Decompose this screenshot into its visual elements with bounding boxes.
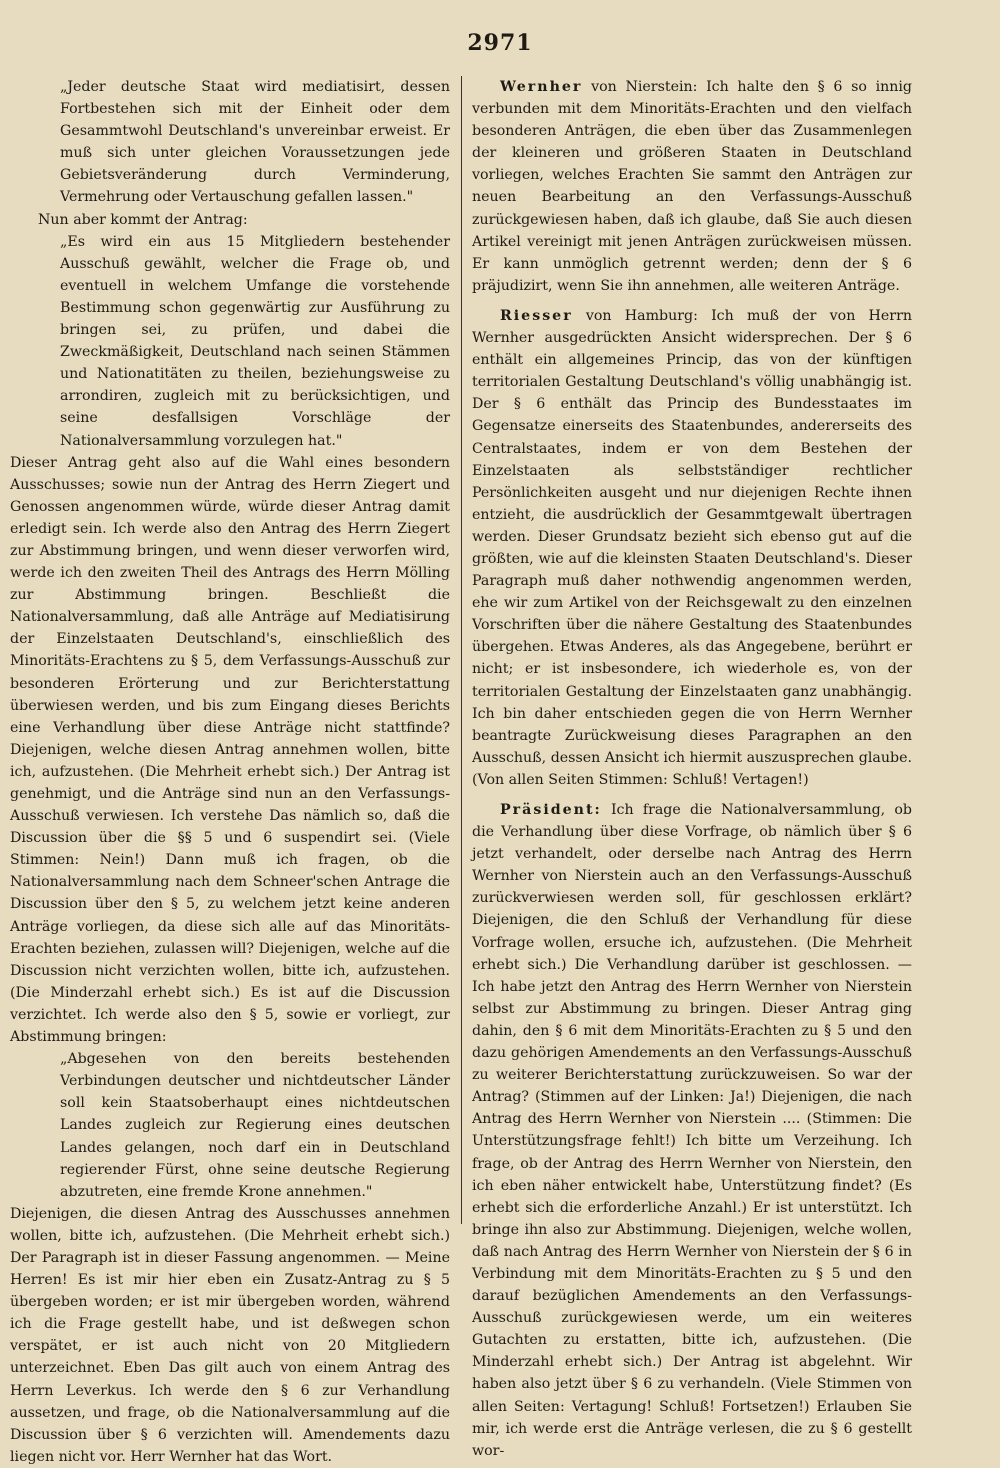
quote-paragraph-3: „Abgesehen von den bereits bestehenden Verbindungen deutscher und nichtdeutscher Länder soll kein Staatsoberhaupt eines nichtdeutschen Landes zugleich zur Regierung eines deutschen Landes gelangen, noch darf ein in Deutschland regierender Fürst, ohne seine deutsche Regierung abzutreten, eine fremde Krone annehmen." <box>60 1051 450 1200</box>
speech-wernher <box>472 76 912 297</box>
speech-text: Ich frage die Nationalversammlung, ob die Verhandlung über diese Vorfrage, ob nämlich über § 6 jetzt verhandelt, oder derselbe nach Antrag des Herrn Wernher von Nierstein auch an den Verfassungs-Ausschuß zurückverwiesen werden soll, für geschlossen erklärt? Diejenigen, die den Schluß der Verhandlung für diese Vorfrage wollen, ersuche ich, aufzustehen. (Die Mehrheit erhebt sich.) Die Verhandlung darüber ist geschlossen. — Ich habe jetzt den Antrag des Herrn Wernher von Nierstein selbst zur Abstimmung zu bringen. Dieser Antrag ging dahin, den § 6 mit dem Minoritäts-Erachten zu § 5 und den dazu gehörigen Amendements an den Verfassungs-Ausschuß zu weiterer Berichterstattung zurückzuweisen. So war der Antrag? (Stimmen auf der Linken: Ja!) Diejenigen, die nach Antrag des Herrn Wernher von Nierstein .... (Stimmen: Die Unterstützungsfrage fehlt!) Ich bitte um Verzeihung. Ich frage, ob der Antrag des Herrn Wernher von Nierstein, den ich eben näher entwickelt habe, Unterstützung findet? (Es erhebt sich die erforderliche Anzahl.) Er ist unterstützt. Ich bringe ihn also zur Abstimmung. Diejenigen, welche wollen, daß nach Antrag des Herrn Wernher von Nierstein der § 6 in Verbindung mit dem Minoritäts-Erachten zu § 5 und den darauf bezüglichen Amendements an den Verfassungs-Ausschuß zurückgewiesen werde, um ein weiteres Gutachten zu erstatten, bitte ich, aufzustehen. (Die Minderzahl erhebt sich.) Der Antrag ist abgelehnt. Wir haben also jetzt über § 6 zu verhandeln. (Viele Stimmen von allen Seiten: Vertagung! Schluß! Fortsetzen!) Erlauben Sie mir, ich werde erst die Anträge verlesen, die zu § 6 gestellt wor- <box>472 802 912 1459</box>
text-paragraph-2: Dieser Antrag geht also auf die Wahl eines besondern Ausschusses; sowie nun der Antrag des Herrn Ziegert und Genossen angenommen würde, würde dieser Antrag damit erledigt sein. Ich werde also den Antrag des Herrn Ziegert zur Abstimmung bringen, und wenn dieser verworfen wird, werde ich den zweiten Theil des Antrags des Herrn Mölling zur Abstimmung bringen. Beschließt die Nationalversammlung, daß alle Anträge auf Mediatisirung der Einzelstaaten Deutschland's, einschließlich des Minoritäts-Erachtens zu § 5, dem Verfassungs-Ausschuß zur besonderen Erörterung und zur Berichterstattung überwiesen werden, und bis zum Eingang dieses Berichts eine Verhandlung über diese Anträge nicht stattfinde? Diejenigen, welche diesen Antrag annehmen wollen, bitte ich, aufzustehen. (Die Mehrheit erhebt sich.) Der Antrag ist genehmigt, und die Anträge sind nun an den Verfassungs-Ausschuß verwiesen. Ich verstehe Das nämlich so, daß die Discussion über die §§ 5 und 6 suspendirt sei. (Viele Stimmen: Nein!) Dann muß ich fragen, ob die Nationalversammlung nach dem Schneer'schen Antrage die Discussion über den § 5, zu welchem jetzt keine anderen Anträge vorliegen, da diese sich alle auf das Minoritäts-Erachten beziehen, zulassen will? Diejenigen, welche auf die Discussion nicht verzichten wollen, bitte ich, aufzustehen. (Die Minderzahl erhebt sich.) Es ist auf die Discussion verzichtet. Ich werde also den § 5, sowie er vorliegt, zur Abstimmung bringen: <box>10 454 450 1046</box>
page-number: 2971 <box>467 30 533 56</box>
left-column <box>10 76 450 1468</box>
speech-riesser <box>472 305 912 791</box>
speaker-name: Riesser <box>500 307 573 324</box>
column-divider <box>461 76 462 1224</box>
speech-text: von Hamburg: Ich muß der von Herrn Wernher ausgedrückten Ansicht widersprechen. Der § 6 enthält ein allgemeines Princip, das von der künftigen territorialen Gestaltung Deutschland's völlig unabhängig ist. Der § 6 enthält das Princip des Bundesstaates im Gegensatze einerseits des Staatenbundes, andererseits des Centralstaates, indem er von dem Bestehen der Einzelstaaten als selbstständiger rechtlicher Persönlichkeiten ausgeht und nur diejenigen Rechte ihnen entzieht, die ausdrücklich der Gesammtgewalt übertragen werden. Dieser Grundsatz bezieht sich ebenso gut auf die größten, wie auf die kleinsten Staaten Deutschland's. Dieser Paragraph muß daher nothwendig angenommen werden, ehe wir zum Artikel von der Reichsgewalt zu den einzelnen Vorschriften über die nähere Gestaltung des Staatenbundes übergehen. Etwas Anderes, als das Angegebene, berührt er nicht; er ist insbesondere, ich wiederhole es, von der territorialen Gestaltung der Einzelstaaten ganz unabhängig. Ich bin daher entschieden gegen die von Herrn Wernher beantragte Zurückweisung dieses Paragraphen an den Ausschuß, dessen Ansicht ich hiermit auszusprechen glaube. (Von allen Seiten Stimmen: Schluß! Vertagen!) <box>472 307 912 788</box>
speech-text: von Nierstein: Ich halte den § 6 so innig verbunden mit dem Minoritäts-Erachten und den vielfach besonderen Anträgen, die eben über das Zusammenlegen der kleineren und größeren Staaten in Deutschland vorliegen, welches Erachten Sie sammt den Anträgen zur neuen Bearbeitung an den Verfassungs-Ausschuß zurückgewiesen haben, daß ich glaube, daß Sie auch diesen Artikel vereinigt mit jenen Anträgen zurückweisen müssen. Er kann unmöglich getrennt werden; denn der § 6 präjudizirt, wenn Sie ihn annehmen, alle weiteren Anträge. <box>472 79 912 294</box>
quote-paragraph-1: „Jeder deutsche Staat wird mediatisirt, dessen Fortbestehen sich mit der Einheit oder dem Gesammtwohl Deutschland's unvereinbar erweist. Er muß sich unter gleichen Voraussetzungen jede Gebietsveränderung durch Verminderung, Vermehrung oder Vertauschung gefallen lassen." <box>60 79 450 206</box>
text-paragraph-3: Diejenigen, die diesen Antrag des Ausschusses annehmen wollen, bitte ich, aufzustehen. (Die Mehrheit erhebt sich.) Der Paragraph ist in dieser Fassung angenommen. — Meine Herren! Es ist mir hier eben ein Zusatz-Antrag zu § 5 übergeben worden; er ist mir übergeben worden, während ich die Frage gestellt habe, und ist deßwegen schon verspätet, er ist auch nicht von 20 Mitgliedern unterzeichnet. Eben Das gilt auch von einem Antrag des Herrn Leverkus. Ich werde den § 6 zur Verhandlung aussetzen, und frage, ob die Nationalversammlung auf die Discussion über § 6 verzichten will. Amendements dazu liegen nicht vor. Herr Wernher hat das Wort. <box>10 1205 450 1465</box>
quote-paragraph-2: „Es wird ein aus 15 Mitgliedern bestehender Ausschuß gewählt, welcher die Frage ob, und eventuell in welchem Umfange die vorstehende Bestimmung schon gegenwärtig zur Ausführung zu bringen sei, zu prüfen, und dabei die Zweckmäßigkeit, Deutschland nach seinen Stämmen und Nationatitäten zu theilen, beziehungsweise zu arrondiren, zugleich mit zu berücksichtigen, und seine desfallsigen Vorschläge der Nationalversammlung vorzulegen hat." <box>60 233 450 449</box>
right-column <box>472 76 912 1462</box>
speaker-name: Wernher <box>500 79 583 95</box>
speaker-name: Präsident: <box>500 802 602 818</box>
text-paragraph-1: Nun aber kommt der Antrag: <box>38 211 248 228</box>
speech-praesident <box>472 799 912 1462</box>
